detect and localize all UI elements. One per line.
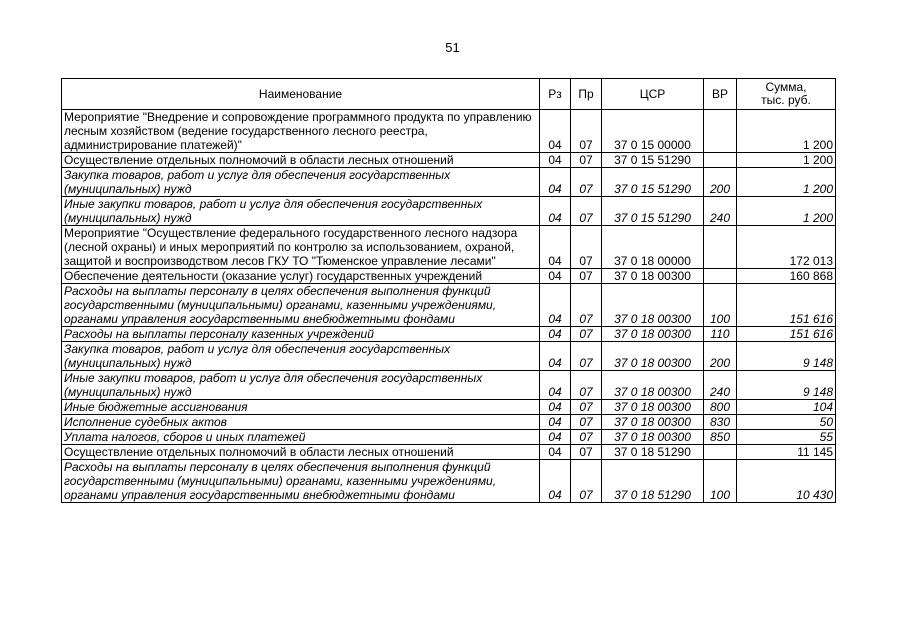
cell-vr: 240	[704, 371, 737, 400]
cell-rz: 04	[540, 153, 571, 168]
cell-csr: 37 0 18 00300	[602, 371, 704, 400]
cell-name: Расходы на выплаты персоналу в целях обеспечения выполнения функций государственными (муниципальными) органами, казенными учреждениями, органами управления государственными внебюджетными фондами	[62, 460, 540, 503]
cell-pr: 07	[571, 415, 602, 430]
cell-name: Мероприятие "Осуществление федерального государственного лесного надзора (лесной охраны) и иных мероприятий по контролю за использованием, охраной, защитой и воспроизводством лесов ГКУ ТО "Тюменское управление лесами"	[62, 226, 540, 269]
cell-rz: 04	[540, 327, 571, 342]
cell-name: Иные закупки товаров, работ и услуг для обеспечения государственных (муниципальных) нужд	[62, 371, 540, 400]
cell-sum: 10 430	[737, 460, 836, 503]
cell-rz: 04	[540, 269, 571, 284]
cell-name: Иные бюджетные ассигнования	[62, 400, 540, 415]
cell-csr: 37 0 18 00300	[602, 284, 704, 327]
header-sum	[737, 79, 836, 110]
header-row	[62, 79, 836, 110]
cell-pr: 07	[571, 168, 602, 197]
header-name: Наименование	[62, 79, 540, 110]
cell-sum: 172 013	[737, 226, 836, 269]
cell-pr: 07	[571, 371, 602, 400]
cell-name: Уплата налогов, сборов и иных платежей	[62, 430, 540, 445]
cell-vr: 100	[704, 460, 737, 503]
cell-name: Осуществление отдельных полномочий в области лесных отношений	[62, 153, 540, 168]
table-row	[62, 400, 836, 415]
cell-name: Мероприятие "Внедрение и сопровождение программного продукта по управлению лесным хозяйством (ведение государственного лесного реестра, администрирование платежей)"	[62, 110, 540, 153]
cell-vr	[704, 110, 737, 153]
cell-rz: 04	[540, 342, 571, 371]
cell-pr: 07	[571, 327, 602, 342]
cell-vr	[704, 153, 737, 168]
cell-csr: 37 0 18 00300	[602, 327, 704, 342]
cell-name: Осуществление отдельных полномочий в области лесных отношений	[62, 445, 540, 460]
cell-csr: 37 0 18 00000	[602, 226, 704, 269]
header-sum-line2: тыс. руб.	[761, 93, 811, 107]
cell-rz: 04	[540, 168, 571, 197]
cell-pr: 07	[571, 400, 602, 415]
cell-sum: 151 616	[737, 284, 836, 327]
header-sum-line1: Сумма,	[765, 80, 807, 94]
cell-rz: 04	[540, 400, 571, 415]
cell-csr: 37 0 18 51290	[602, 445, 704, 460]
budget-table	[61, 78, 836, 503]
cell-rz: 04	[540, 460, 571, 503]
table-row	[62, 153, 836, 168]
header-pr: Пр	[571, 79, 602, 110]
cell-vr: 830	[704, 415, 737, 430]
cell-vr	[704, 269, 737, 284]
cell-name: Расходы на выплаты персоналу в целях обеспечения выполнения функций государственными (муниципальными) органами, казенными учреждениями, органами управления государственными внебюджетными фондами	[62, 284, 540, 327]
cell-pr: 07	[571, 269, 602, 284]
cell-rz: 04	[540, 110, 571, 153]
cell-rz: 04	[540, 445, 571, 460]
cell-rz: 04	[540, 197, 571, 226]
table-header	[62, 79, 836, 110]
cell-rz: 04	[540, 284, 571, 327]
cell-pr: 07	[571, 284, 602, 327]
header-csr: ЦСР	[602, 79, 704, 110]
table-row	[62, 168, 836, 197]
cell-sum: 55	[737, 430, 836, 445]
header-rz: Рз	[540, 79, 571, 110]
cell-csr: 37 0 18 00300	[602, 400, 704, 415]
table-row	[62, 269, 836, 284]
cell-vr: 850	[704, 430, 737, 445]
cell-rz: 04	[540, 415, 571, 430]
cell-name: Иные закупки товаров, работ и услуг для обеспечения государственных (муниципальных) нужд	[62, 197, 540, 226]
cell-vr	[704, 226, 737, 269]
cell-pr: 07	[571, 226, 602, 269]
cell-sum: 160 868	[737, 269, 836, 284]
table-row	[62, 415, 836, 430]
cell-sum: 1 200	[737, 197, 836, 226]
cell-sum: 9 148	[737, 371, 836, 400]
cell-pr: 07	[571, 342, 602, 371]
cell-csr: 37 0 18 00300	[602, 269, 704, 284]
cell-csr: 37 0 18 00300	[602, 415, 704, 430]
table-row	[62, 460, 836, 503]
table-row	[62, 110, 836, 153]
cell-rz: 04	[540, 226, 571, 269]
cell-sum: 104	[737, 400, 836, 415]
cell-vr	[704, 445, 737, 460]
header-vr: ВР	[704, 79, 737, 110]
cell-csr: 37 0 15 51290	[602, 153, 704, 168]
cell-vr: 200	[704, 342, 737, 371]
cell-sum: 151 616	[737, 327, 836, 342]
cell-csr: 37 0 15 51290	[602, 168, 704, 197]
cell-vr: 240	[704, 197, 737, 226]
cell-rz: 04	[540, 371, 571, 400]
cell-pr: 07	[571, 110, 602, 153]
cell-vr: 200	[704, 168, 737, 197]
cell-rz: 04	[540, 430, 571, 445]
cell-pr: 07	[571, 153, 602, 168]
table-row	[62, 445, 836, 460]
cell-pr: 07	[571, 197, 602, 226]
cell-sum: 50	[737, 415, 836, 430]
cell-name: Закупка товаров, работ и услуг для обеспечения государственных (муниципальных) нужд	[62, 342, 540, 371]
cell-name: Расходы на выплаты персоналу казенных учреждений	[62, 327, 540, 342]
cell-csr: 37 0 18 51290	[602, 460, 704, 503]
cell-sum: 9 148	[737, 342, 836, 371]
cell-name: Закупка товаров, работ и услуг для обеспечения государственных (муниципальных) нужд	[62, 168, 540, 197]
cell-csr: 37 0 15 51290	[602, 197, 704, 226]
cell-sum: 1 200	[737, 110, 836, 153]
cell-vr: 100	[704, 284, 737, 327]
cell-csr: 37 0 15 00000	[602, 110, 704, 153]
table-row	[62, 430, 836, 445]
page-number: 51	[445, 40, 460, 55]
cell-csr: 37 0 18 00300	[602, 342, 704, 371]
cell-pr: 07	[571, 460, 602, 503]
table-row	[62, 284, 836, 327]
cell-name: Обеспечение деятельности (оказание услуг) государственных учреждений	[62, 269, 540, 284]
table-row	[62, 371, 836, 400]
cell-pr: 07	[571, 430, 602, 445]
table-row	[62, 342, 836, 371]
table-body	[62, 110, 836, 503]
cell-sum: 1 200	[737, 153, 836, 168]
table-row	[62, 197, 836, 226]
table-row	[62, 327, 836, 342]
cell-sum: 1 200	[737, 168, 836, 197]
cell-vr: 800	[704, 400, 737, 415]
cell-csr: 37 0 18 00300	[602, 430, 704, 445]
cell-name: Исполнение судебных актов	[62, 415, 540, 430]
cell-pr: 07	[571, 445, 602, 460]
table-row	[62, 226, 836, 269]
cell-sum: 11 145	[737, 445, 836, 460]
cell-vr: 110	[704, 327, 737, 342]
